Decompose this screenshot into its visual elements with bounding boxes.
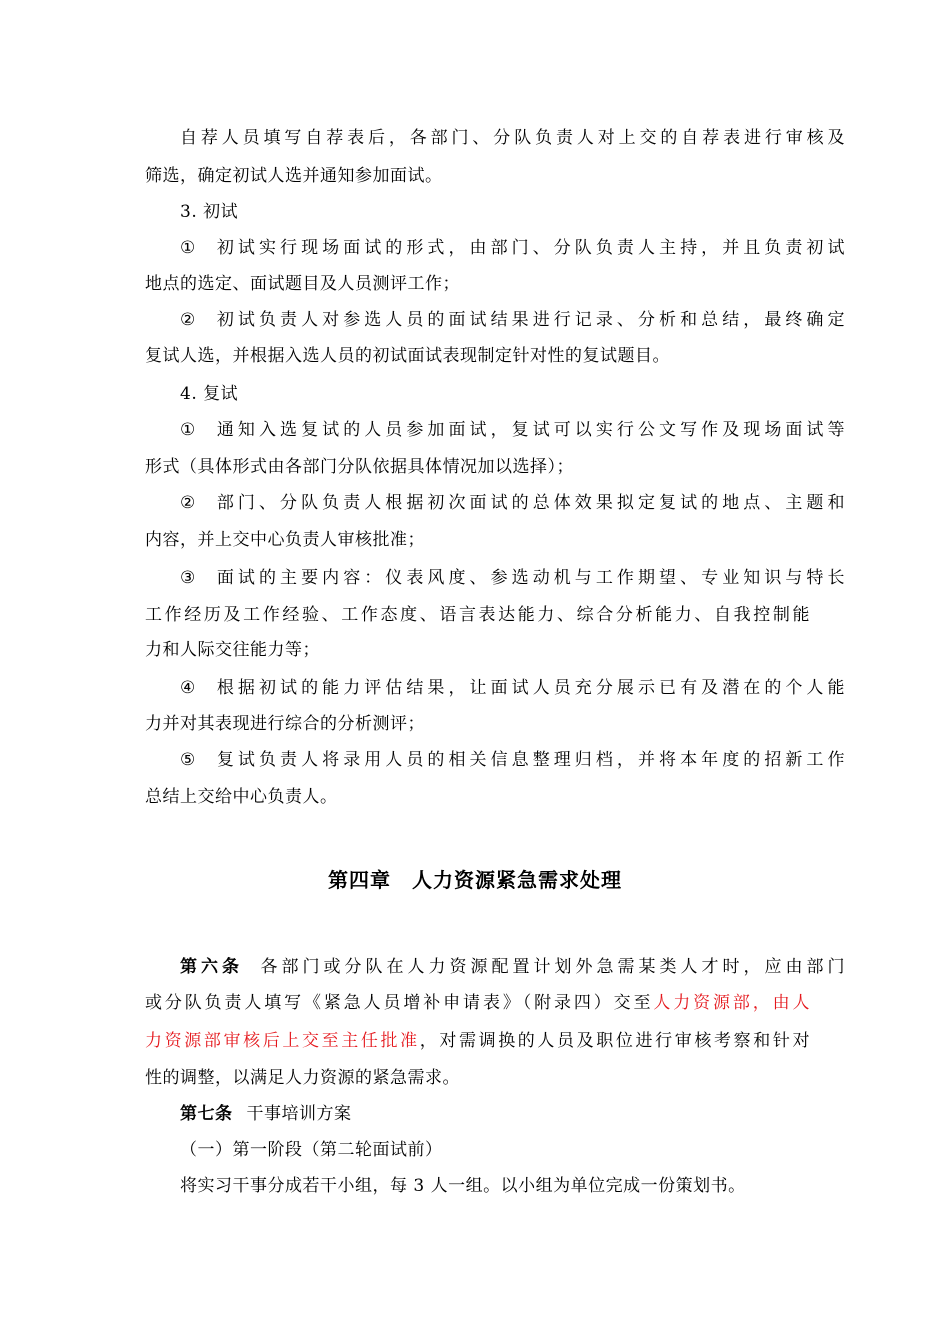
item-number: ② <box>180 310 200 330</box>
paragraph-line: 力和人际交往能力等； <box>145 640 320 660</box>
item-text: 初试实行现场面试的形式，由部门、分队负责人主持，并且负责初试 <box>213 238 845 258</box>
list-item <box>180 236 845 260</box>
list-item <box>180 676 845 700</box>
item-number: ③ <box>180 568 200 588</box>
article-text: 各部门或分队在人力资源配置计划外急需某类人才时，应由部门 <box>257 957 845 977</box>
paragraph-line: 内容，并上交中心负责人审核批准； <box>145 530 425 550</box>
paragraph-line: 形式（具体形式由各部门分队依据具体情况加以选择）； <box>145 457 574 477</box>
item-text: 初试负责人对参选人员的面试结果进行记录、分析和总结，最终确定 <box>213 310 845 330</box>
section-heading: 3. 初试 <box>180 202 239 222</box>
item-text: 通知入选复试的人员参加面试，复试可以实行公文写作及现场面试等 <box>213 420 845 440</box>
section-heading: （一）第一阶段（第二轮面试前） <box>180 1140 443 1160</box>
paragraph-line: 筛选，确定初试人选并通知参加面试。 <box>145 166 443 186</box>
item-number: ④ <box>180 678 200 698</box>
paragraph-line <box>145 1029 810 1053</box>
list-item <box>180 308 845 332</box>
article-paragraph <box>180 955 845 979</box>
paragraph-line: 性的调整，以满足人力资源的紧急需求。 <box>145 1068 460 1088</box>
article-text: ，对需调换的人员及职位进行审核考察和针对 <box>419 1031 811 1051</box>
list-item <box>180 748 845 772</box>
paragraph-line: 复试人选，并根据入选人员的初试面试表现制定针对性的复试题目。 <box>145 346 670 366</box>
paragraph-line: 工作经历及工作经验、工作态度、语言表达能力、综合分析能力、自我控制能 <box>145 605 810 625</box>
item-number: ① <box>180 420 200 440</box>
chapter-title: 第四章 人力资源紧急需求处理 <box>328 868 622 892</box>
item-number: ② <box>180 493 200 513</box>
list-item <box>180 491 845 515</box>
article-paragraph <box>180 1102 845 1126</box>
item-text: 复试负责人将录用人员的相关信息整理归档，并将本年度的招新工作 <box>213 750 845 770</box>
paragraph-line: 将实习干事分成若干小组，每 3 人一组。以小组为单位完成一份策划书。 <box>180 1176 746 1196</box>
section-heading: 4. 复试 <box>180 384 239 404</box>
highlighted-text: 人力资源部，由人 <box>653 993 811 1013</box>
list-item <box>180 418 845 442</box>
paragraph-line: 地点的选定、面试题目及人员测评工作； <box>145 274 460 294</box>
highlighted-text: 力资源部审核后上交至主任批准 <box>145 1031 420 1051</box>
list-item <box>180 566 845 590</box>
paragraph-line: 自荐人员填写自荐表后，各部门、分队负责人对上交的自荐表进行审核及 <box>180 128 845 148</box>
item-text: 面试的主要内容：仪表风度、参选动机与工作期望、专业知识与特长 <box>213 568 845 588</box>
paragraph-line <box>145 991 810 1015</box>
article-label: 第七条 <box>180 1104 233 1124</box>
item-number: ① <box>180 238 200 258</box>
item-text: 部门、分队负责人根据初次面试的总体效果拟定复试的地点、主题和 <box>213 493 845 513</box>
item-number: ⑤ <box>180 750 200 770</box>
paragraph-line: 总结上交给中心负责人。 <box>145 787 338 807</box>
article-label: 第六条 <box>180 957 243 977</box>
article-text: 或分队负责人填写《紧急人员增补申请表》（附录四）交至 <box>145 993 654 1013</box>
paragraph-line: 力并对其表现进行综合的分析测评； <box>145 714 425 734</box>
article-text: 干事培训方案 <box>246 1104 352 1124</box>
item-text: 根据初试的能力评估结果，让面试人员充分展示已有及潜在的个人能 <box>213 678 845 698</box>
